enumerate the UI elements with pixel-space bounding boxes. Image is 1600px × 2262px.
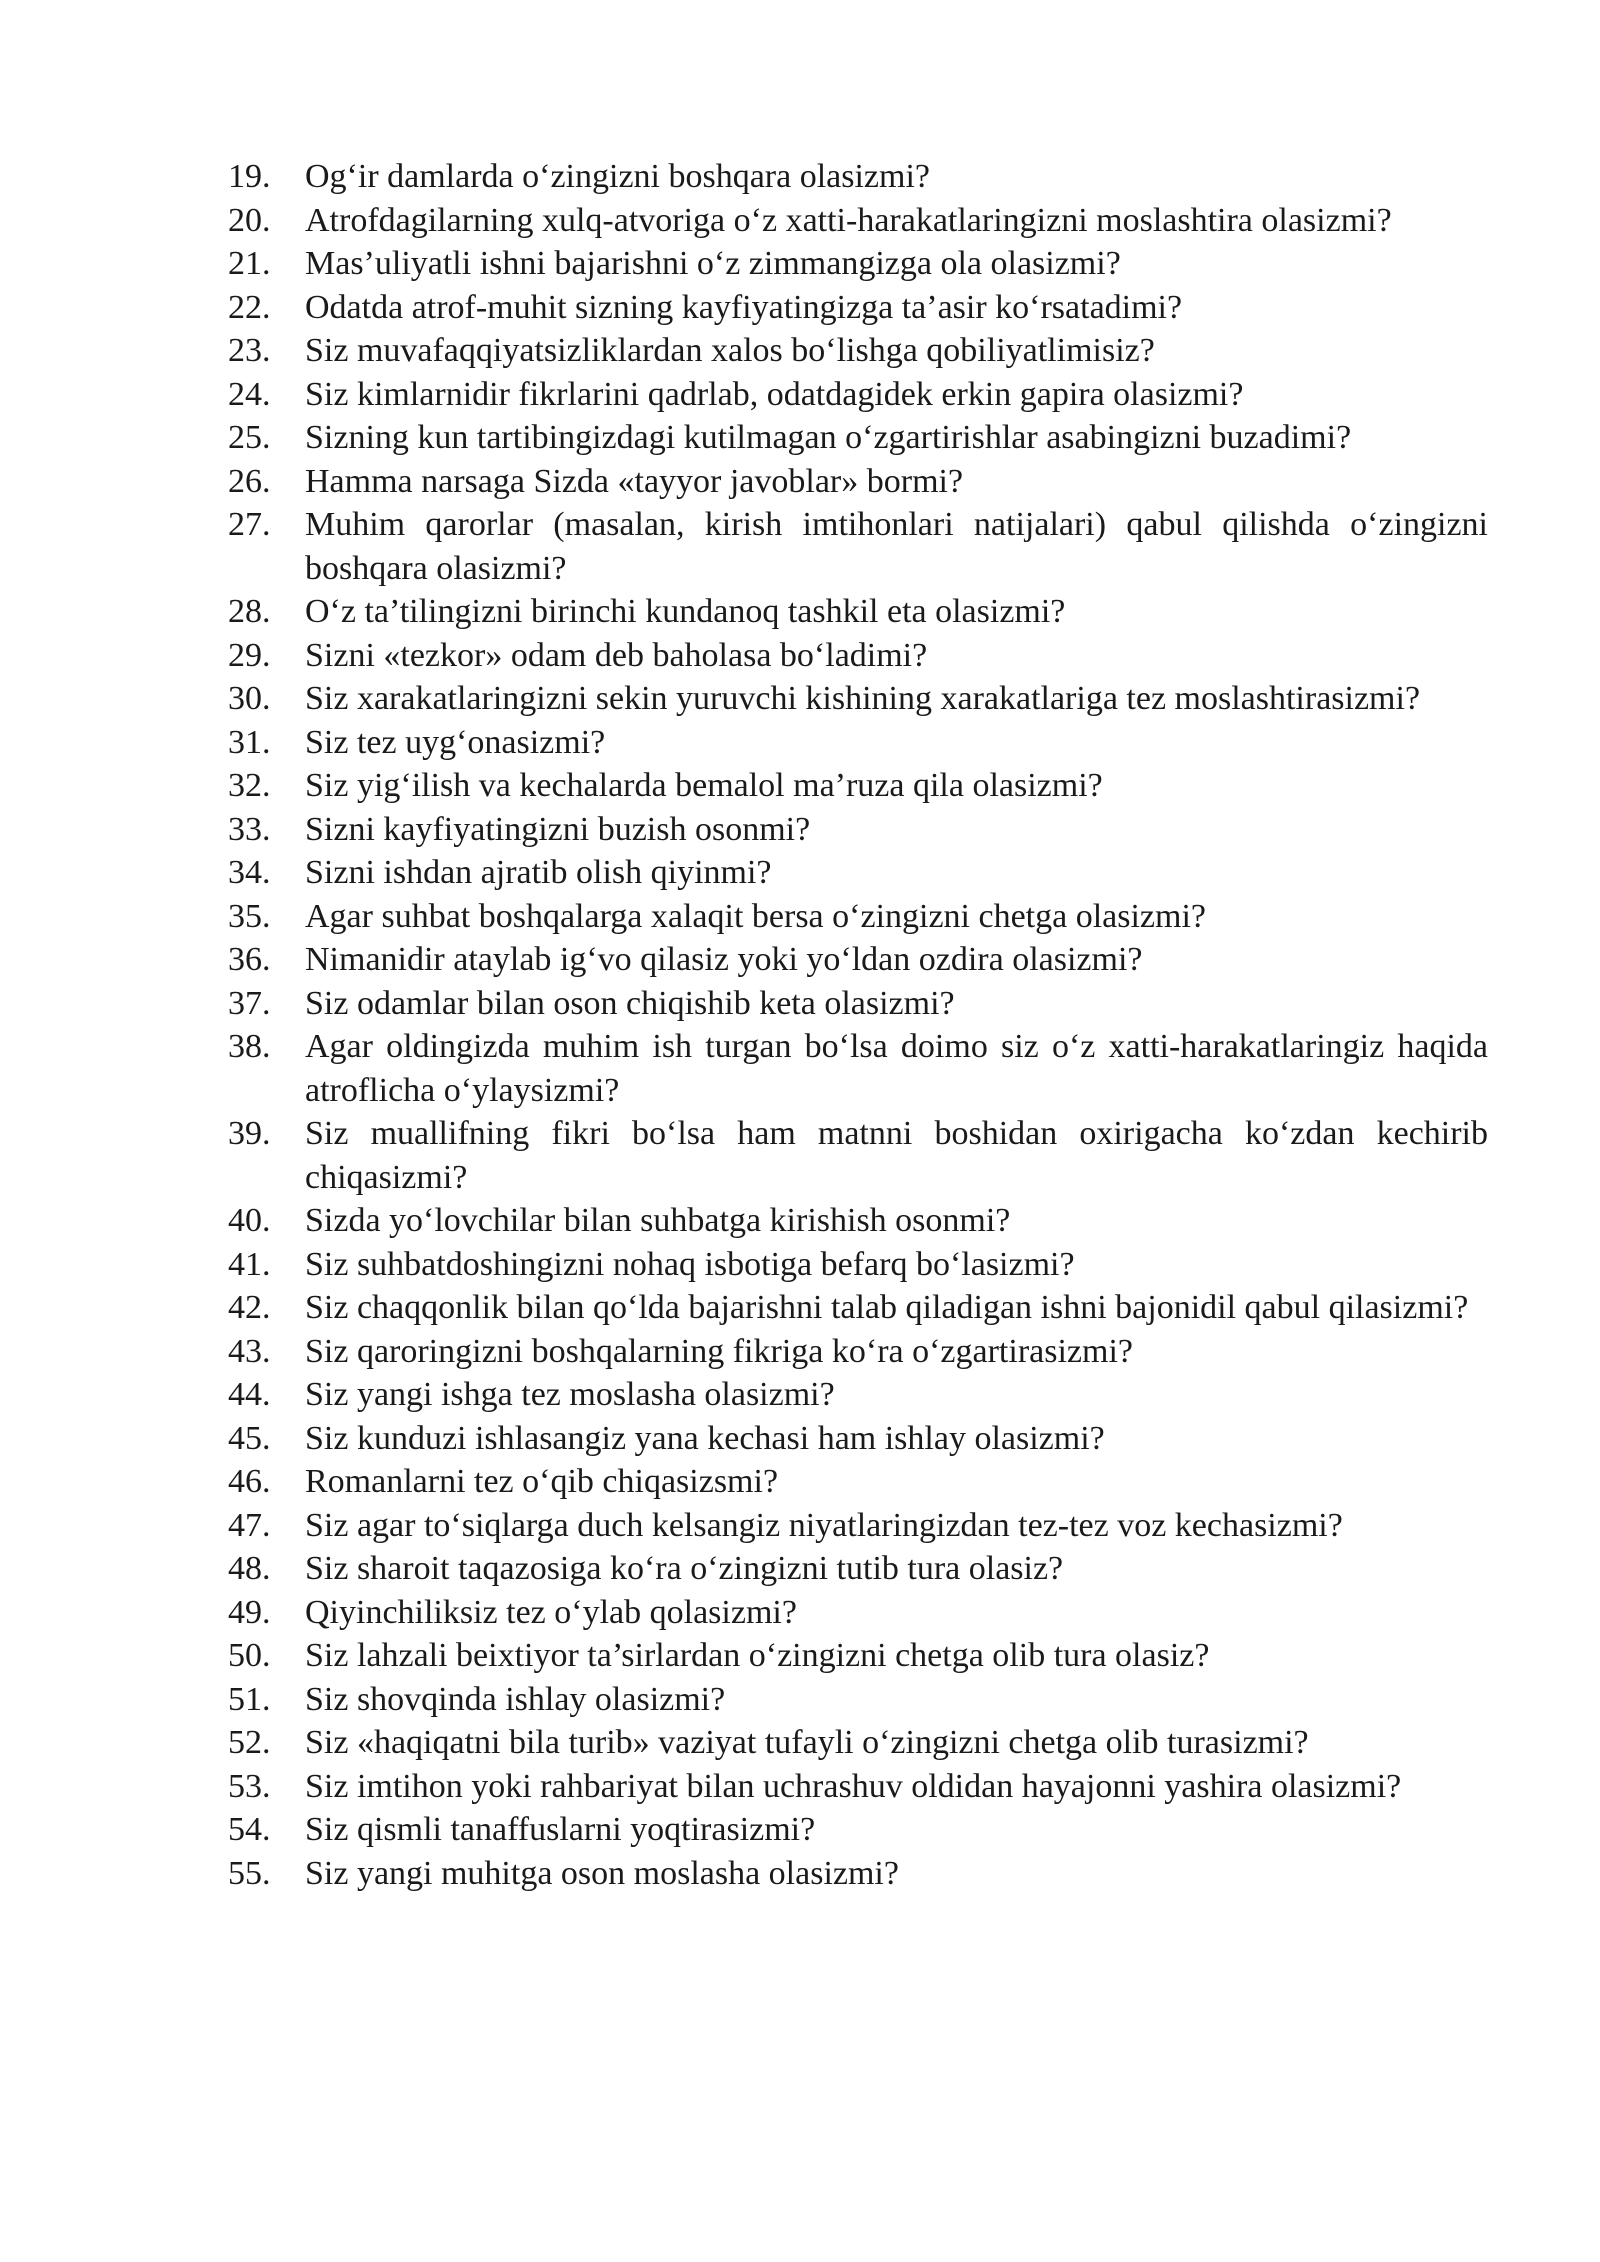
question-text: Siz yangi ishga tez moslasha olasizmi? [305,1376,835,1413]
question-item [228,155,1488,199]
question-number: 53. [228,1767,271,1805]
question-text: Sizning kun tartibingizdagi kutilmagan o‘zgartirishlar asabingizni buzadimi? [305,419,1352,456]
question-item [228,982,1488,1026]
question-text: Siz xarakatlaringizni sekin yuruvchi kishining xarakatlariga tez moslashtirasizmi? [305,680,1421,717]
question-number: 30. [228,680,271,717]
question-text: Siz qaroringizni boshqalarning fikriga ko‘ra o‘zgartirasizmi? [305,1332,1133,1370]
question-text: Siz chaqqonlik bilan qo‘lda bajarishni talab qiladigan ishni bajonidil qabul qilasizmi? [305,1289,1469,1326]
question-number: 45. [228,1419,271,1457]
question-number: 27. [228,506,271,543]
question-item [228,1765,1488,1809]
question-item [228,1547,1488,1591]
question-item [228,808,1488,852]
question-item [228,460,1488,504]
question-number: 36. [228,941,271,978]
question-item [228,721,1488,765]
question-number: 51. [228,1680,271,1718]
question-text: Siz muallifning fikri bo‘lsa ham matnni boshidan oxirigacha ko‘zdan kechirib chiqasizmi? [305,1115,1488,1196]
question-list [228,155,1488,1895]
question-number: 23. [228,332,271,369]
question-number: 43. [228,1332,271,1370]
question-text: Mas’uliyatli ishni bajarishni o‘z zimmangizga ola olasizmi? [305,245,1121,282]
question-item [228,1199,1488,1243]
question-item [228,764,1488,808]
question-item [228,1591,1488,1635]
question-text: O‘z ta’tilingizni birinchi kundanoq tashkil eta olasizmi? [305,593,1066,630]
question-item [228,851,1488,895]
question-item [228,199,1488,243]
question-number: 21. [228,245,271,282]
question-text: Siz kunduzi ishlasangiz yana kechasi ham ishlay olasizmi? [305,1419,1105,1457]
question-number: 42. [228,1289,271,1326]
question-number: 49. [228,1593,271,1631]
question-item [228,1025,1488,1112]
question-text: Siz yangi muhitga oson moslasha olasizmi? [305,1854,899,1892]
question-text: Agar oldingizda muhim ish turgan bo‘lsa doimo siz o‘z xatti-harakatlaringiz haqida atroflicha o‘ylaysizmi? [305,1028,1488,1109]
question-text: Siz sharoit taqazosiga ko‘ra o‘zingizni tutib tura olasiz? [305,1550,1064,1587]
question-number: 47. [228,1506,271,1544]
question-number: 37. [228,984,271,1022]
question-number: 19. [228,158,271,195]
question-number: 41. [228,1245,271,1283]
question-item [228,1460,1488,1504]
question-number: 28. [228,593,271,630]
question-number: 50. [228,1637,271,1674]
question-item [228,1330,1488,1374]
question-number: 24. [228,375,271,413]
question-item [228,1286,1488,1330]
question-item [228,1721,1488,1765]
question-item [228,1243,1488,1287]
question-text: Siz lahzali beixtiyor ta’sirlardan o‘zingizni chetga olib tura olasiz? [305,1637,1210,1674]
document-page [228,155,1488,1895]
question-text: Siz «haqiqatni bila turib» vaziyat tufayli o‘zingizni chetga olib turasizmi? [305,1724,1309,1761]
question-item [228,1112,1488,1199]
question-text: Siz suhbatdoshingizni nohaq isbotiga befarq bo‘lasizmi? [305,1245,1075,1283]
question-text: Odatda atrof-muhit sizning kayfiyatingizga ta’asir ko‘rsatadimi? [305,288,1183,326]
question-number: 34. [228,854,271,891]
question-number: 32. [228,767,271,804]
question-text: Sizda yo‘lovchilar bilan suhbatga kirishish osonmi? [305,1202,1011,1239]
question-number: 33. [228,810,271,848]
question-number: 20. [228,201,271,239]
question-item [228,677,1488,721]
question-number: 46. [228,1463,271,1500]
question-item [228,1504,1488,1548]
question-number: 29. [228,636,271,674]
question-item [228,1852,1488,1896]
question-text: Siz qismli tanaffuslarni yoqtirasizmi? [305,1811,816,1848]
question-number: 35. [228,897,271,935]
question-number: 25. [228,419,271,456]
question-text: Sizni kayfiyatingizni buzish osonmi? [305,810,811,848]
question-number: 39. [228,1115,271,1152]
question-number: 48. [228,1550,271,1587]
question-number: 40. [228,1202,271,1239]
question-text: Siz odamlar bilan oson chiqishib keta olasizmi? [305,984,955,1022]
question-item [228,416,1488,460]
question-item [228,938,1488,982]
question-item [228,1808,1488,1852]
question-text: Siz yig‘ilish va kechalarda bemalol ma’ruza qila olasizmi? [305,767,1103,804]
question-text: Sizni ishdan ajratib olish qiyinmi? [305,854,772,891]
question-item [228,373,1488,417]
question-item [228,1678,1488,1722]
question-item [228,242,1488,286]
question-text: Qiyinchiliksiz tez o‘ylab qolasizmi? [305,1593,797,1631]
question-text: Siz kimlarnidir fikrlarini qadrlab, odatdagidek erkin gapira olasizmi? [305,375,1244,413]
question-number: 31. [228,723,271,761]
question-text: Nimanidir ataylab ig‘vo qilasiz yoki yo‘ldan ozdira olasizmi? [305,941,1143,978]
question-item [228,590,1488,634]
question-number: 55. [228,1854,271,1892]
question-number: 22. [228,288,271,326]
question-item [228,1373,1488,1417]
question-number: 38. [228,1028,271,1065]
question-number: 44. [228,1376,271,1413]
question-item [228,329,1488,373]
question-text: Og‘ir damlarda o‘zingizni boshqara olasizmi? [305,158,930,195]
question-text: Siz imtihon yoki rahbariyat bilan uchrashuv oldidan hayajonni yashira olasizmi? [305,1767,1402,1805]
question-item [228,634,1488,678]
question-item [228,895,1488,939]
question-text: Siz shovqinda ishlay olasizmi? [305,1680,726,1718]
question-text: Romanlarni tez o‘qib chiqasizsmi? [305,1463,779,1500]
question-number: 52. [228,1724,271,1761]
question-text: Agar suhbat boshqalarga xalaqit bersa o‘zingizni chetga olasizmi? [305,897,1206,935]
question-item [228,286,1488,330]
question-text: Atrofdagilarning xulq-atvoriga o‘z xatti-harakatlaringizni moslashtira olasizmi? [305,201,1392,239]
question-item [228,503,1488,590]
question-number: 26. [228,462,271,500]
question-text: Muhim qarorlar (masalan, kirish imtihonlari natijalari) qabul qilishda o‘zingizni boshqara olasizmi? [305,506,1488,587]
question-text: Hamma narsaga Sizda «tayyor javoblar» bormi? [305,462,964,500]
question-text: Siz muvafaqqiyatsizliklardan xalos bo‘lishga qobiliyatlimisiz? [305,332,1155,369]
question-text: Siz agar to‘siqlarga duch kelsangiz niyatlaringizdan tez-tez voz kechasizmi? [305,1506,1343,1544]
question-text: Sizni «tezkor» odam deb baholasa bo‘ladimi? [305,636,928,674]
question-text: Siz tez uyg‘onasizmi? [305,723,606,761]
question-item [228,1417,1488,1461]
question-item [228,1634,1488,1678]
question-number: 54. [228,1811,271,1848]
